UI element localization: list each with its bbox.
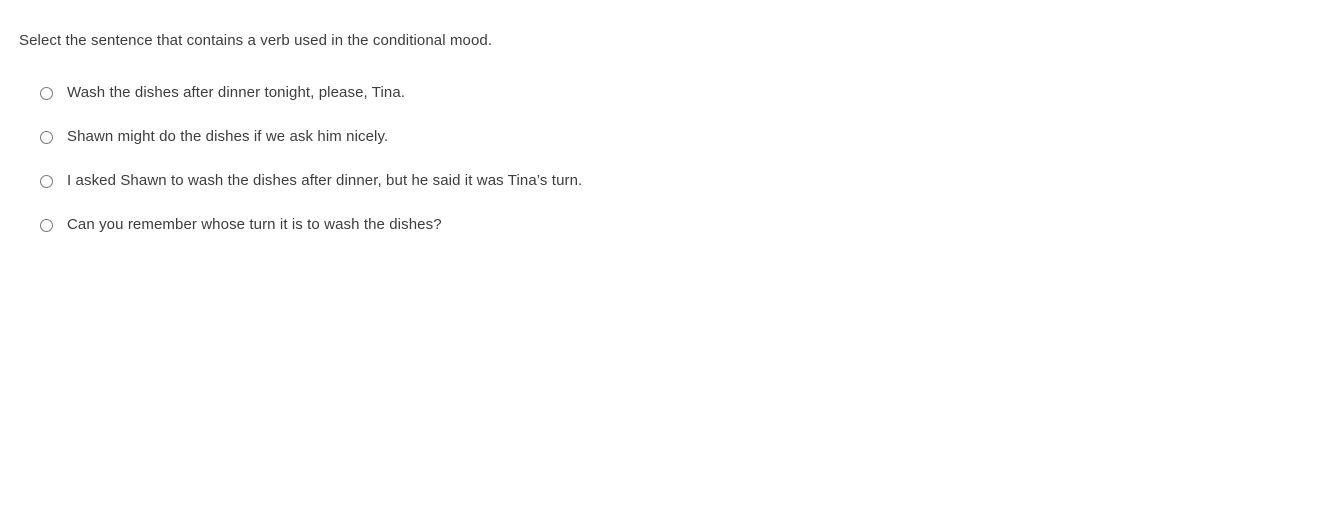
question-prompt: Select the sentence that contains a verb used in the conditional mood. (19, 32, 493, 49)
answer-option-label: Can you remember whose turn it is to wash the dishes? (67, 216, 442, 233)
radio-button-icon[interactable] (40, 87, 53, 100)
answer-option-1[interactable] (40, 80, 582, 106)
answer-option-label: I asked Shawn to wash the dishes after dinner, but he said it was Tina’s turn. (67, 172, 583, 189)
radio-button-icon[interactable] (40, 175, 53, 188)
radio-button-icon[interactable] (40, 219, 53, 232)
answer-options (40, 80, 582, 256)
answer-option-label: Wash the dishes after dinner tonight, please, Tina. (67, 84, 406, 101)
answer-option-4[interactable] (40, 212, 582, 238)
answer-option-label: Shawn might do the dishes if we ask him nicely. (67, 128, 389, 145)
answer-option-3[interactable] (40, 168, 582, 194)
radio-button-icon[interactable] (40, 131, 53, 144)
answer-option-2[interactable] (40, 124, 582, 150)
